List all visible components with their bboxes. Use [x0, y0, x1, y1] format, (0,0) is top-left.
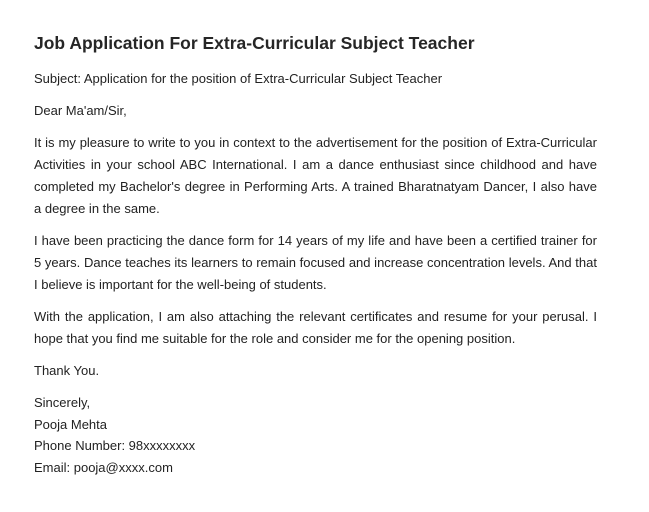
body-paragraph-1: It is my pleasure to write to you in context to the advertisement for the position of Extra-Curricular Activities in your school ABC International. I am a dance enthusiast since childhood and have completed my Bachelor's degree in Performing Arts. A trained Bharatnatyam Dancer, I also have a degree in the same. [34, 135, 597, 216]
salutation: Dear Ma'am/Sir, [34, 103, 127, 118]
letter-document [34, 32, 597, 478]
subject-line: Subject: Application for the position of Extra-Curricular Subject Teacher [34, 71, 443, 86]
body-paragraph-2: I have been practicing the dance form for 14 years of my life and have been a certified trainer for 5 years. Dance teaches its learners to remain focused and increase concentration levels. And that I believe is important for the well-being of students. [34, 233, 597, 292]
signature-block [34, 392, 597, 478]
email-address: Email: pooja@xxxx.com [34, 459, 173, 475]
body-paragraph-3: With the application, I am also attaching the relevant certificates and resume for your perusal. I hope that you find me suitable for the role and consider me for the opening position. [34, 309, 597, 346]
document-title: Job Application For Extra-Curricular Subject Teacher [34, 33, 475, 53]
closing-line: Sincerely, [34, 395, 91, 410]
thanks-line: Thank You. [34, 363, 100, 378]
sender-name: Pooja Mehta [34, 416, 107, 432]
phone-number: Phone Number: 98xxxxxxxx [34, 438, 196, 453]
